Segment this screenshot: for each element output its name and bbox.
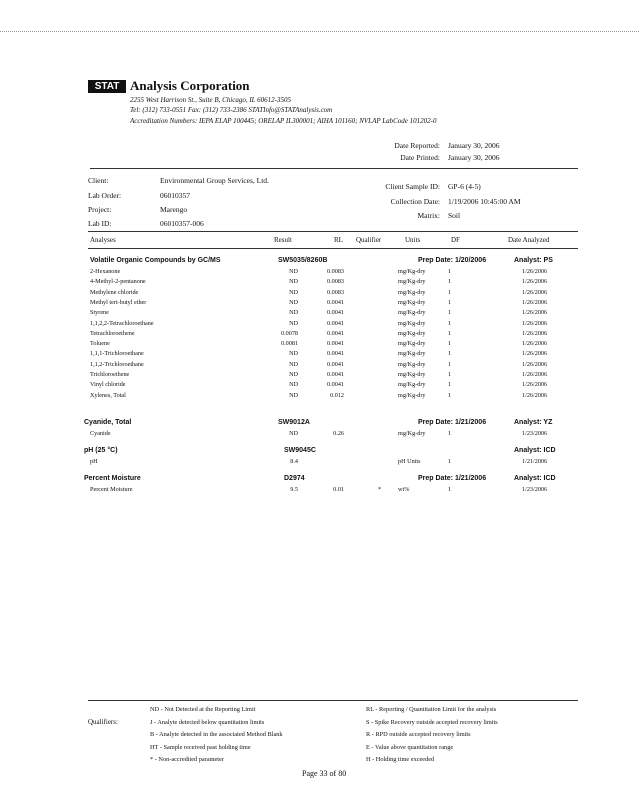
qualifier-definition: E - Value above quantitation range xyxy=(366,743,454,751)
units-cell: mg/Kg-dry xyxy=(398,371,426,378)
client-value: Environmental Group Services, Ltd. xyxy=(160,176,269,185)
units-cell: mg/Kg-dry xyxy=(398,430,426,437)
section-name: pH (25 °C) xyxy=(84,447,118,454)
lab-id-value: 06010357-006 xyxy=(160,219,204,228)
units-cell: mg/Kg-dry xyxy=(398,329,426,337)
analyte-cell: 1,1,2,2-Tetrachloroethane xyxy=(90,319,154,327)
result-cell: ND xyxy=(289,298,298,306)
df-cell: 1 xyxy=(448,371,452,378)
date-printed-label: Date Printed: xyxy=(400,153,440,162)
date-analyzed-cell: 1/26/2006 xyxy=(522,340,548,348)
table-row xyxy=(88,320,578,330)
df-cell: 1 xyxy=(448,391,452,399)
result-cell: ND xyxy=(289,381,298,389)
df-cell: 1 xyxy=(448,278,452,286)
section-method: SW9012A xyxy=(278,419,310,426)
result-cell: ND xyxy=(289,278,298,286)
analyte-cell: 1,1,1-Trichloroethane xyxy=(90,350,144,358)
df-cell: 1 xyxy=(448,288,452,296)
section-method: SW5035/8260B xyxy=(278,257,328,264)
section-prep-date: Prep Date: 1/21/2006 xyxy=(418,419,487,426)
project-value: Marengo xyxy=(160,205,188,214)
analyte-cell: Cyanide xyxy=(90,430,111,437)
result-cell: ND xyxy=(289,430,298,437)
matrix-value: Soil xyxy=(448,211,461,220)
result-cell: ND xyxy=(289,350,298,358)
qualifier-definition: * - Non-accredited parameter xyxy=(150,756,224,763)
analyte-cell: 4-Methyl-2-pentanone xyxy=(90,278,146,286)
section-method: D2974 xyxy=(284,475,305,482)
result-cell: ND xyxy=(289,319,298,327)
rl-cell: 0.0083 xyxy=(326,288,344,296)
result-cell: 0.0078 xyxy=(280,329,298,337)
qualifier-definition: HT - Sample received past holding time xyxy=(150,743,251,751)
table-row xyxy=(88,430,578,440)
analyte-cell: Toluene xyxy=(90,340,110,348)
rl-cell: 0.012 xyxy=(330,391,344,399)
date-reported-value: January 30, 2006 xyxy=(448,141,500,150)
units-cell: mg/Kg-dry xyxy=(398,278,426,286)
units-cell: mg/Kg-dry xyxy=(398,391,426,399)
df-cell: 1 xyxy=(448,458,452,465)
qualifier-definition: J - Analyte detected below quantitation limits xyxy=(150,718,265,726)
column-date-analyzed: Date Analyzed xyxy=(508,236,550,244)
collection-date-label: Collection Date: xyxy=(390,197,440,206)
qualifier-definition: S - Spike Recovery outside accepted recovery limits xyxy=(366,718,498,726)
table-row xyxy=(88,268,578,278)
analyte-cell: 1,1,2-Trichloroethane xyxy=(90,360,144,368)
rl-cell: 0.0041 xyxy=(326,340,344,348)
analyte-cell: pH xyxy=(90,458,98,465)
rl-cell: 0.0041 xyxy=(326,319,344,327)
columns-bottom-rule xyxy=(88,248,578,249)
section-analyst: Analyst: PS xyxy=(514,257,553,264)
date-analyzed-cell: 1/26/2006 xyxy=(522,350,548,358)
rl-cell: 0.26 xyxy=(333,430,344,437)
df-cell: 1 xyxy=(448,350,452,358)
qualifier-cell: * xyxy=(378,486,382,493)
analyte-cell: Methyl tert-butyl ether xyxy=(90,298,147,306)
analyte-cell: Vinyl chloride xyxy=(90,381,126,389)
client-label: Client: xyxy=(88,176,109,185)
qualifiers-label: Qualifiers: xyxy=(88,718,118,726)
units-cell: mg/Kg-dry xyxy=(398,319,426,327)
analyte-cell: 2-Hexanone xyxy=(90,268,121,275)
columns-top-rule xyxy=(88,231,578,232)
date-analyzed-cell: 1/26/2006 xyxy=(522,360,548,368)
df-cell: 1 xyxy=(448,430,452,437)
units-cell: mg/Kg-dry xyxy=(398,381,426,389)
client-sample-id-label: Client Sample ID: xyxy=(385,182,440,191)
lab-order-value: 06010357 xyxy=(160,191,190,200)
rl-cell: 0.0041 xyxy=(326,329,344,337)
company-address: 2255 West Harrison St., Suite B, Chicago, IL 60612-3505 xyxy=(130,96,292,104)
df-cell: 1 xyxy=(448,340,452,348)
result-cell: ND xyxy=(289,309,298,317)
accreditation-numbers: Accreditation Numbers: IEPA ELAP 100445; ORELAP IL300001; AIHA 101160; NVLAP LabCode 101202-0 xyxy=(130,117,437,125)
qualifier-definition: RL - Reporting / Quantitation Limit for the analysis xyxy=(366,706,497,713)
rl-cell: 0.0041 xyxy=(326,371,344,378)
date-reported-label: Date Reported: xyxy=(394,141,440,150)
analyte-cell: Xylenes, Total xyxy=(90,391,126,399)
section-method: SW9045C xyxy=(284,447,316,454)
date-analyzed-cell: 1/26/2006 xyxy=(522,391,548,399)
table-row xyxy=(88,381,578,391)
date-analyzed-cell: 1/23/2006 xyxy=(522,486,548,493)
analyte-cell: Tetrachloroethene xyxy=(90,329,135,337)
units-cell: wt% xyxy=(398,486,410,493)
units-cell: mg/Kg-dry xyxy=(398,350,426,358)
units-cell: mg/Kg-dry xyxy=(398,309,426,317)
rl-cell: 0.0041 xyxy=(326,309,344,317)
rl-cell: 0.01 xyxy=(333,486,344,493)
column-units: Units xyxy=(405,236,421,244)
project-label: Project: xyxy=(88,205,112,214)
date-analyzed-cell: 1/26/2006 xyxy=(522,288,548,296)
table-row xyxy=(88,299,578,309)
date-analyzed-cell: 1/26/2006 xyxy=(522,309,548,317)
section-analyst: Analyst: ICD xyxy=(514,475,556,482)
analyte-cell: Methylene chloride xyxy=(90,288,139,296)
date-analyzed-cell: 1/23/2006 xyxy=(522,430,548,437)
units-cell: mg/Kg-dry xyxy=(398,298,426,306)
units-cell: mg/Kg-dry xyxy=(398,268,426,275)
date-analyzed-cell: 1/26/2006 xyxy=(522,381,548,389)
date-printed-value: January 30, 2006 xyxy=(448,153,500,162)
units-cell: pH Units xyxy=(398,458,421,465)
table-row xyxy=(88,289,578,299)
rl-cell: 0.0041 xyxy=(326,360,344,368)
section-analyst: Analyst: ICD xyxy=(514,447,556,454)
section-name: Cyanide, Total xyxy=(84,419,132,426)
table-row xyxy=(88,458,578,468)
collection-date-value: 1/19/2006 10:45:00 AM xyxy=(448,197,521,206)
section-analyst: Analyst: YZ xyxy=(514,419,553,426)
column-rl: RL xyxy=(334,236,343,244)
company-name: Analysis Corporation xyxy=(130,78,250,93)
table-row xyxy=(88,309,578,319)
matrix-label: Matrix: xyxy=(417,211,440,220)
section-name: Percent Moisture xyxy=(84,475,141,482)
df-cell: 1 xyxy=(448,360,452,368)
result-cell: ND xyxy=(289,371,298,378)
df-cell: 1 xyxy=(448,319,452,327)
units-cell: mg/Kg-dry xyxy=(398,340,426,348)
result-cell: ND xyxy=(289,360,298,368)
date-analyzed-cell: 1/26/2006 xyxy=(522,268,548,275)
df-cell: 1 xyxy=(448,381,452,389)
df-cell: 1 xyxy=(448,298,452,306)
result-cell: 8.4 xyxy=(290,458,298,465)
date-analyzed-cell: 1/26/2006 xyxy=(522,329,548,337)
rl-cell: 0.0083 xyxy=(326,278,344,286)
column-analyses: Analyses xyxy=(90,236,116,244)
result-cell: ND xyxy=(289,288,298,296)
rl-cell: 0.0041 xyxy=(326,381,344,389)
analyte-cell: Percent Moisture xyxy=(90,486,133,493)
analyte-cell: Styrene xyxy=(90,309,109,317)
df-cell: 1 xyxy=(448,268,452,275)
lab-id-label: Lab ID: xyxy=(88,219,112,228)
section-prep-date: Prep Date: 1/21/2006 xyxy=(418,475,487,482)
qualifier-definition: ND - Not Detected at the Reporting Limit xyxy=(150,706,256,713)
date-analyzed-cell: 1/26/2006 xyxy=(522,278,548,286)
company-contact: Tel: (312) 733-0551 Fax: (312) 733-2386 STATInfo@STATAnalysis.com xyxy=(130,106,333,114)
table-row xyxy=(88,340,578,350)
qualifier-definition: R - RPD outside accepted recovery limits xyxy=(366,731,471,738)
result-cell: 9.5 xyxy=(290,486,298,493)
table-row xyxy=(88,361,578,371)
table-row xyxy=(88,392,578,402)
qualifier-definition: H - Holding time exceeded xyxy=(366,756,435,763)
result-cell: ND xyxy=(289,268,298,275)
fax-header-line xyxy=(0,31,639,33)
stat-logo: STAT xyxy=(88,80,126,93)
column-result: Result xyxy=(274,236,292,244)
column-qualifier: Qualifier xyxy=(356,236,382,244)
df-cell: 1 xyxy=(448,486,452,493)
rl-cell: 0.0041 xyxy=(326,350,344,358)
column-df: DF xyxy=(451,236,460,244)
table-row xyxy=(88,371,578,381)
df-cell: 1 xyxy=(448,329,452,337)
units-cell: mg/Kg-dry xyxy=(398,288,426,296)
df-cell: 1 xyxy=(448,309,452,317)
client-sample-id-value: GP-6 (4-5) xyxy=(448,182,481,191)
units-cell: mg/Kg-dry xyxy=(398,360,426,368)
footer-rule xyxy=(88,700,578,701)
result-cell: ND xyxy=(289,391,298,399)
rl-cell: 0.0041 xyxy=(326,298,344,306)
table-row xyxy=(88,350,578,360)
table-row xyxy=(88,278,578,288)
date-analyzed-cell: 1/26/2006 xyxy=(522,319,548,327)
result-cell: 0.0081 xyxy=(280,340,298,348)
rl-cell: 0.0083 xyxy=(326,268,344,275)
date-analyzed-cell: 1/26/2006 xyxy=(522,298,548,306)
page-number: Page 33 of 80 xyxy=(302,769,347,778)
qualifier-definition: B - Analyte detected in the associated Method Blank xyxy=(150,731,283,738)
date-analyzed-cell: 1/21/2006 xyxy=(522,458,548,465)
section-name: Volatile Organic Compounds by GC/MS xyxy=(90,257,221,264)
lab-order-label: Lab Order: xyxy=(88,191,122,200)
analyte-cell: Trichloroethene xyxy=(90,371,130,378)
section-prep-date: Prep Date: 1/20/2006 xyxy=(418,257,487,264)
date-analyzed-cell: 1/26/2006 xyxy=(522,371,548,378)
table-row xyxy=(88,486,578,496)
header-rule xyxy=(90,168,578,169)
table-row xyxy=(88,330,578,340)
